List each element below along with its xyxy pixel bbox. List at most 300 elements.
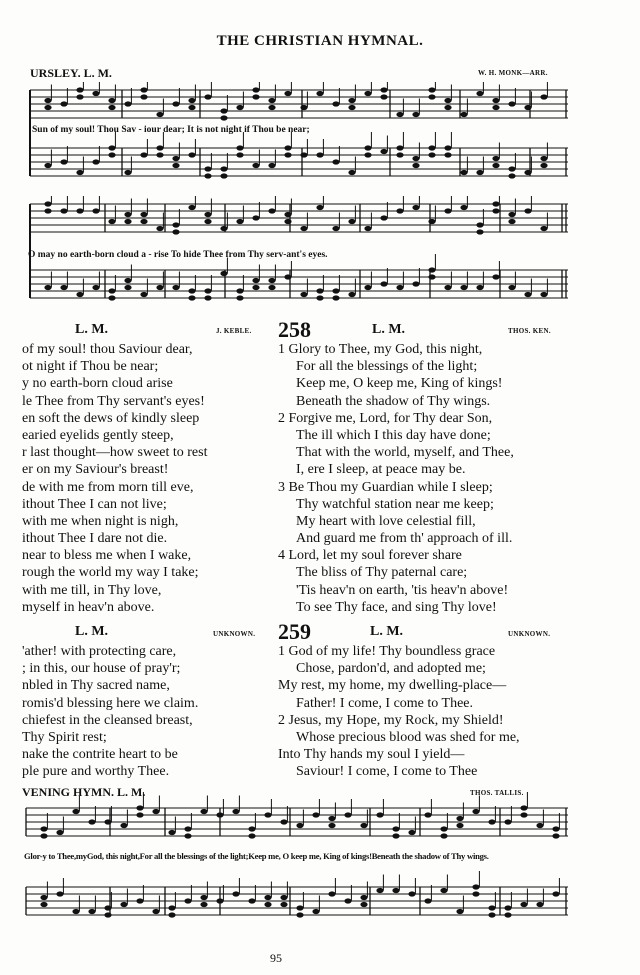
note-head: [540, 163, 547, 168]
note-head: [284, 91, 291, 96]
note-head: [316, 91, 323, 96]
note-head: [508, 219, 515, 224]
top-lyric-line2: O may no earth-born cloud a - rise To hide Thee from Thy serv-ant's eyes.: [28, 250, 328, 260]
note-head: [440, 826, 447, 831]
note-head: [60, 285, 67, 290]
note-head: [396, 285, 403, 290]
note-head: [92, 285, 99, 290]
note-head: [168, 905, 175, 910]
note-head: [60, 208, 67, 213]
note-head: [204, 212, 211, 217]
hymn-259-author: UNKNOWN.: [508, 630, 551, 638]
note-head: [40, 902, 47, 907]
note-head: [204, 219, 211, 224]
note-head: [364, 226, 371, 231]
note-head: [172, 101, 179, 106]
note-head: [316, 288, 323, 293]
note-head: [396, 145, 403, 150]
note-head: [104, 819, 111, 824]
note-head: [140, 219, 147, 224]
hymn-line: 'Tis heav'n on earth, 'tis heav'n above!: [296, 582, 509, 598]
note-head: [44, 98, 51, 103]
note-head: [300, 292, 307, 297]
note-head: [120, 823, 127, 828]
note-head: [204, 295, 211, 300]
note-head: [300, 226, 307, 231]
hymn-line: Father! I come, I come to Thee.: [296, 695, 474, 711]
note-head: [540, 226, 547, 231]
note-head: [172, 285, 179, 290]
note-head: [284, 152, 291, 157]
tune-title-bottom: VENING HYMN. L. M.: [22, 785, 146, 799]
hymn-258-text: [278, 341, 623, 616]
note-head: [76, 87, 83, 92]
note-head: [476, 170, 483, 175]
note-head: [332, 101, 339, 106]
hymn-line: y no earth-born cloud arise: [22, 376, 173, 392]
note-head: [200, 902, 207, 907]
hymn-line: nake the contrite heart to be: [22, 747, 178, 763]
note-head: [460, 170, 467, 175]
note-head: [296, 823, 303, 828]
hymn-line: ot night if Thou be near;: [22, 359, 159, 375]
note-head: [412, 163, 419, 168]
note-head: [492, 201, 499, 206]
note-head: [40, 895, 47, 900]
note-head: [120, 902, 127, 907]
hymn-line: 4 Lord, let my soul forever share: [278, 548, 462, 564]
note-head: [444, 98, 451, 103]
note-head: [492, 156, 499, 161]
note-head: [140, 87, 147, 92]
hymn-line: My heart with love celestial fill,: [296, 513, 476, 529]
note-head: [252, 215, 259, 220]
hymn-line: 1 God of my life! Thy boundless grace: [278, 644, 496, 659]
note-head: [124, 285, 131, 290]
note-head: [152, 909, 159, 914]
note-head: [172, 156, 179, 161]
note-head: [380, 149, 387, 154]
note-head: [332, 295, 339, 300]
note-head: [376, 888, 383, 893]
note-head: [492, 208, 499, 213]
note-head: [524, 170, 531, 175]
note-head: [444, 105, 451, 110]
hymn-line: The ill which I this day have done;: [296, 427, 491, 443]
note-head: [156, 285, 163, 290]
note-head: [220, 115, 227, 120]
hymn-line: ithout Thee I can not live;: [22, 496, 167, 512]
tune-title-top: URSLEY. L. M.: [30, 66, 112, 80]
note-head: [140, 292, 147, 297]
hymn-left-top-author: J. KEBLE.: [216, 327, 252, 335]
note-head: [140, 212, 147, 217]
note-head: [520, 812, 527, 817]
note-head: [172, 229, 179, 234]
hymn-line: Beneath the shadow of Thy wings.: [296, 393, 491, 409]
note-head: [264, 895, 271, 900]
note-head: [488, 905, 495, 910]
hymn-line: earied eyelids gently steep,: [22, 427, 174, 443]
note-head: [232, 809, 239, 814]
note-head: [188, 205, 195, 210]
note-head: [428, 94, 435, 99]
note-head: [540, 292, 547, 297]
note-head: [328, 816, 335, 821]
note-head: [136, 812, 143, 817]
note-head: [76, 208, 83, 213]
note-head: [188, 295, 195, 300]
note-head: [268, 208, 275, 213]
hymn-line: with me when night is nigh,: [22, 513, 179, 529]
note-head: [472, 809, 479, 814]
note-head: [188, 98, 195, 103]
note-head: [220, 166, 227, 171]
note-head: [408, 830, 415, 835]
note-head: [508, 173, 515, 178]
note-head: [140, 152, 147, 157]
note-head: [220, 173, 227, 178]
note-head: [348, 219, 355, 224]
hymn-line: Thy watchful station near me keep;: [296, 496, 494, 512]
note-head: [76, 94, 83, 99]
note-head: [204, 94, 211, 99]
note-head: [488, 912, 495, 917]
note-head: [188, 288, 195, 293]
hymn-line: er on my Saviour's breast!: [22, 462, 169, 478]
note-head: [312, 812, 319, 817]
note-head: [536, 902, 543, 907]
page-title: THE CHRISTIAN HYMNAL.: [216, 33, 424, 49]
note-head: [476, 229, 483, 234]
note-head: [504, 819, 511, 824]
note-head: [380, 281, 387, 286]
note-head: [280, 819, 287, 824]
note-head: [456, 823, 463, 828]
note-head: [472, 884, 479, 889]
note-head: [108, 295, 115, 300]
note-head: [540, 94, 547, 99]
hymn-line: 2 Jesus, my Hope, my Rock, my Shield!: [278, 712, 504, 728]
hymn-line: r last thought—how sweet to rest: [22, 445, 208, 461]
hymn-left-bottom-text: [22, 643, 277, 781]
hymn-left-bottom-meter: L. M.: [75, 624, 109, 639]
hymn-line: near to bless me when I wake,: [22, 548, 192, 564]
hymn-line: 1 Glory to Thee, my God, this night,: [278, 342, 483, 357]
note-head: [252, 163, 259, 168]
note-head: [392, 833, 399, 838]
note-head: [252, 278, 259, 283]
note-head: [328, 891, 335, 896]
hymn-line: For all the blessings of the light;: [296, 359, 478, 375]
note-head: [268, 278, 275, 283]
note-head: [44, 163, 51, 168]
note-head: [44, 285, 51, 290]
note-head: [444, 145, 451, 150]
note-head: [396, 152, 403, 157]
note-head: [508, 285, 515, 290]
note-head: [440, 833, 447, 838]
note-head: [428, 274, 435, 279]
note-head: [284, 212, 291, 217]
note-head: [524, 208, 531, 213]
note-head: [188, 105, 195, 110]
note-head: [412, 156, 419, 161]
note-head: [428, 152, 435, 157]
note-head: [124, 212, 131, 217]
note-head: [380, 215, 387, 220]
note-head: [168, 912, 175, 917]
note-head: [316, 152, 323, 157]
hymn-258-number: 258: [278, 317, 311, 342]
hymn-line: rough the world my way I take;: [22, 565, 199, 581]
hymn-line: ; in this, our house of pray'r;: [22, 661, 181, 677]
note-head: [264, 902, 271, 907]
note-head: [236, 295, 243, 300]
note-head: [220, 271, 227, 276]
note-head: [156, 145, 163, 150]
note-head: [284, 219, 291, 224]
note-head: [104, 905, 111, 910]
note-head: [380, 87, 387, 92]
hymn-line: And guard me from th' approach of ill.: [296, 531, 513, 547]
note-head: [520, 805, 527, 810]
note-head: [360, 902, 367, 907]
note-head: [236, 145, 243, 150]
note-head: [88, 909, 95, 914]
note-head: [488, 819, 495, 824]
note-head: [136, 805, 143, 810]
note-head: [248, 898, 255, 903]
note-head: [492, 105, 499, 110]
tune-composer-top: W. H. MONK—ARR.: [478, 69, 548, 77]
note-head: [40, 826, 47, 831]
note-head: [296, 905, 303, 910]
note-head: [252, 87, 259, 92]
bottom-lyric-line: Glor-y to Thee,myGod, this night,For all the blessings of the light;Keep me, O keep me, King of kings!Beneath the shadow of Thy wings.: [24, 851, 489, 861]
note-head: [124, 170, 131, 175]
note-head: [104, 912, 111, 917]
note-head: [316, 295, 323, 300]
note-head: [156, 152, 163, 157]
note-head: [348, 292, 355, 297]
note-head: [520, 902, 527, 907]
hymn-line: of my soul! thou Saviour dear,: [22, 342, 193, 357]
hymn-line: de with me from morn till eve,: [22, 479, 194, 495]
note-head: [440, 888, 447, 893]
note-head: [236, 288, 243, 293]
note-head: [76, 292, 83, 297]
note-head: [392, 826, 399, 831]
note-head: [92, 91, 99, 96]
note-head: [476, 91, 483, 96]
note-head: [332, 288, 339, 293]
note-head: [424, 898, 431, 903]
note-head: [524, 292, 531, 297]
note-head: [108, 105, 115, 110]
note-head: [456, 816, 463, 821]
hymn-line: The bliss of Thy paternal care;: [296, 565, 468, 581]
hymn-line: Thy Spirit rest;: [22, 729, 107, 745]
hymn-line: Into Thy hands my soul I yield—: [278, 747, 465, 763]
note-head: [444, 285, 451, 290]
note-head: [200, 895, 207, 900]
note-head: [460, 205, 467, 210]
note-head: [508, 212, 515, 217]
note-head: [348, 170, 355, 175]
music-system-4: [0, 865, 640, 945]
note-head: [44, 201, 51, 206]
note-head: [428, 87, 435, 92]
hymn-line: with me till, in Thy love,: [22, 582, 162, 598]
note-head: [524, 105, 531, 110]
hymn-line: To see Thy face, and sing Thy love!: [296, 599, 497, 615]
note-head: [108, 145, 115, 150]
hymn-line: 'ather! with protecting care,: [22, 644, 177, 659]
hymn-line: le Thee from Thy servant's eyes!: [22, 393, 205, 409]
hymn-line: chiefest in the cleansed breast,: [22, 712, 193, 728]
note-head: [200, 809, 207, 814]
note-head: [172, 222, 179, 227]
note-head: [412, 205, 419, 210]
note-head: [268, 98, 275, 103]
note-head: [264, 812, 271, 817]
note-head: [236, 105, 243, 110]
note-head: [216, 812, 223, 817]
hymn-line: en soft the dews of kindly sleep: [22, 410, 200, 426]
note-head: [472, 891, 479, 896]
note-head: [428, 219, 435, 224]
note-head: [204, 288, 211, 293]
note-head: [316, 205, 323, 210]
hymn-line: My rest, my home, my dwelling-place—: [278, 678, 507, 694]
note-head: [72, 809, 79, 814]
note-head: [364, 145, 371, 150]
note-head: [396, 208, 403, 213]
note-head: [56, 891, 63, 896]
note-head: [332, 226, 339, 231]
note-head: [412, 281, 419, 286]
note-head: [232, 891, 239, 896]
music-system-3: [0, 790, 640, 860]
note-head: [124, 101, 131, 106]
note-head: [188, 152, 195, 157]
note-head: [456, 909, 463, 914]
tune-composer-bottom: THOS. TALLIS.: [470, 789, 524, 797]
note-head: [492, 163, 499, 168]
note-head: [248, 826, 255, 831]
note-head: [268, 105, 275, 110]
note-head: [92, 159, 99, 164]
note-head: [280, 902, 287, 907]
note-head: [156, 226, 163, 231]
note-head: [76, 170, 83, 175]
note-head: [392, 888, 399, 893]
note-head: [344, 812, 351, 817]
note-head: [300, 105, 307, 110]
note-head: [460, 112, 467, 117]
note-head: [220, 226, 227, 231]
hymn-line: 3 Be Thou my Guardian while I sleep;: [278, 479, 493, 495]
note-head: [252, 94, 259, 99]
note-head: [168, 830, 175, 835]
note-head: [460, 285, 467, 290]
note-head: [204, 166, 211, 171]
note-head: [428, 145, 435, 150]
note-head: [312, 909, 319, 914]
note-head: [348, 98, 355, 103]
note-head: [332, 159, 339, 164]
note-head: [504, 905, 511, 910]
note-head: [108, 98, 115, 103]
note-head: [44, 105, 51, 110]
note-head: [424, 812, 431, 817]
hymn-left-bottom-author: UNKNOWN.: [213, 630, 256, 638]
note-head: [328, 823, 335, 828]
note-head: [508, 166, 515, 171]
note-head: [536, 823, 543, 828]
note-head: [156, 112, 163, 117]
note-head: [376, 812, 383, 817]
hymn-line: That with the world, myself, and Thee,: [296, 445, 514, 461]
hymn-line: I, ere I sleep, at peace may be.: [296, 462, 466, 478]
note-head: [412, 112, 419, 117]
hymn-line: myself in heav'n above.: [22, 599, 155, 615]
page-number: 95: [270, 951, 282, 965]
hymn-258-author: THOS. KEN.: [508, 327, 551, 335]
note-head: [444, 152, 451, 157]
note-head: [44, 208, 51, 213]
note-head: [92, 208, 99, 213]
note-head: [300, 152, 307, 157]
note-head: [184, 833, 191, 838]
hymn-line: nbled in Thy sacred name,: [22, 678, 170, 694]
note-head: [492, 274, 499, 279]
note-head: [552, 833, 559, 838]
note-head: [124, 219, 131, 224]
note-head: [360, 823, 367, 828]
note-head: [296, 912, 303, 917]
note-head: [364, 285, 371, 290]
note-head: [380, 94, 387, 99]
note-head: [108, 152, 115, 157]
note-head: [396, 112, 403, 117]
hymn-259-number: 259: [278, 619, 311, 644]
hymn-line: ithout Thee I dare not die.: [22, 531, 168, 547]
note-head: [40, 833, 47, 838]
note-head: [364, 152, 371, 157]
note-head: [172, 163, 179, 168]
note-head: [140, 94, 147, 99]
note-head: [344, 898, 351, 903]
hymn-left-top-text: [22, 341, 277, 616]
note-head: [504, 912, 511, 917]
note-head: [428, 267, 435, 272]
note-head: [88, 819, 95, 824]
hymn-left-top-meter: L. M.: [75, 322, 109, 337]
note-head: [184, 826, 191, 831]
top-lyric-line1: Sun of my soul! Thou Sav - iour dear; It is not night if Thou be near;: [32, 125, 310, 135]
note-head: [252, 285, 259, 290]
note-head: [444, 208, 451, 213]
note-head: [360, 895, 367, 900]
hymn-259-meter: L. M.: [370, 624, 404, 639]
hymn-line: Keep me, O keep me, King of kings!: [296, 376, 503, 392]
note-head: [248, 833, 255, 838]
note-head: [184, 898, 191, 903]
note-head: [216, 898, 223, 903]
note-head: [508, 101, 515, 106]
